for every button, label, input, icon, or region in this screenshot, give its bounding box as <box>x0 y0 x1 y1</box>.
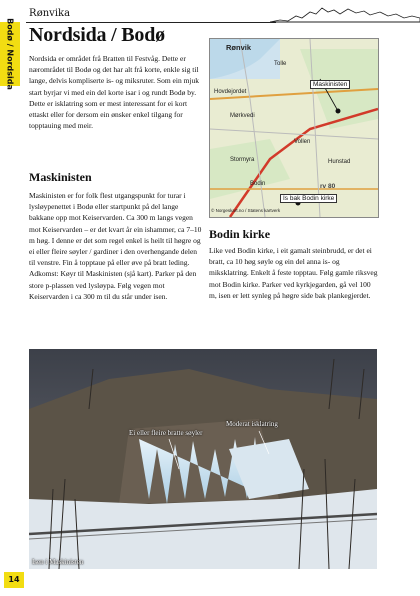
map-label-hunstad: Hunstad <box>328 159 351 165</box>
mountain-silhouette-icon <box>270 0 420 30</box>
map-copyright: © Norgeskart.no / Statens kartverk <box>211 208 281 213</box>
map-label-vollen: Vollen <box>294 139 311 145</box>
section-tab <box>0 18 20 90</box>
map-place-label: Rønvik <box>226 43 252 52</box>
section-tab-label: Bodø / Nordsida <box>5 18 15 90</box>
photo-label-steep-pillars: Ei eller fleire bratte søyler <box>129 429 203 437</box>
map-label-hovdejordet: Hovdejordet <box>214 89 247 95</box>
map-label-tolle: Tolle <box>274 61 287 67</box>
page-number: 14 <box>4 572 24 588</box>
page-title: Nordsida / Bodø <box>29 24 165 46</box>
bodin-heading: Bodin kirke <box>209 227 271 241</box>
maskinisten-heading: Maskinisten <box>29 170 92 184</box>
bodin-section <box>209 227 379 242</box>
maskinisten-body: Maskinisten er for folk flest utgangspunkt for turar i lysløypenettet i Bodø eller startpunkt på del lange bakkane opp mot Keiservarden. Ca 300 m langs vegen mot Keiservarden – er det kvart år ein ishammer, ca 7–10 m høg. I denne er det som regel enkel is heilt til høgre og ei eller fleire søyler / gardiner i den overhengande delen til venstre. Fin å topptaue på eller øve på bratt leding. Adkomst: Køyr til Maskinisten (sjå kart). Parker på den store p-plassen ved lysløypa. Følg vegen mot Keiservarden i ca 300 m til du står under isen. <box>29 190 204 302</box>
intro-paragraph: Nordsida er området frå Bratten til Festvåg. Dette er nærområdet til Bodø og det har alt frå korte, enkle sig til lange, delvis kompliserte is- og miksruter. Som ein mjuk start byrjar vi med ein del korte isar i og rundt Bodø by. Dette er isklatring som er mest interessant for ei kort ettaskt eller for dersom ein ønsker enkel tilgang for topptauing med meir. <box>29 54 199 131</box>
bodin-body: Like ved Bodin kirke, i eit gamalt steinbrudd, er det ei bratt, ca 10 høg søyle og ein del anna is- og miksklatring. Enkelt å feste topptau. Følg gamle riksveg mot Bodin kirke. Parker ved kyrkjegarden, gå vel 100 m, isen er lett synleg på høgre side bak plankegjerdet. <box>209 246 378 300</box>
maskinisten-section <box>29 170 204 185</box>
map-callout-bodin: Is bak Bodin kirke <box>280 194 337 203</box>
ice-photo-graphic <box>29 349 377 569</box>
ice-photo <box>29 349 377 569</box>
map-graphic <box>210 39 378 217</box>
map-label-bodin: Bodin <box>250 181 266 187</box>
maskinisten-access: Adkomst: Køyr til Maskinisten (sjå kart). Parker på den store p-plassen ved lysløypa. Følg vegen mot Keiservarden i ca 300 m til du står under isen. <box>29 269 197 301</box>
photo-label-moderate-ice: Moderat isklatring <box>226 420 278 428</box>
area-map <box>209 38 379 218</box>
map-label-morkvedi: Mørkvedi <box>230 113 255 119</box>
header-divider <box>26 22 276 23</box>
map-callout-maskinisten: Maskinisten <box>310 80 350 89</box>
section-name: Rønvika <box>29 8 71 19</box>
map-label-stormyra: Stormyra <box>230 157 255 163</box>
photo-caption: Isen i Maskinisten <box>32 558 84 566</box>
map-road-label: rv 80 <box>320 183 336 190</box>
